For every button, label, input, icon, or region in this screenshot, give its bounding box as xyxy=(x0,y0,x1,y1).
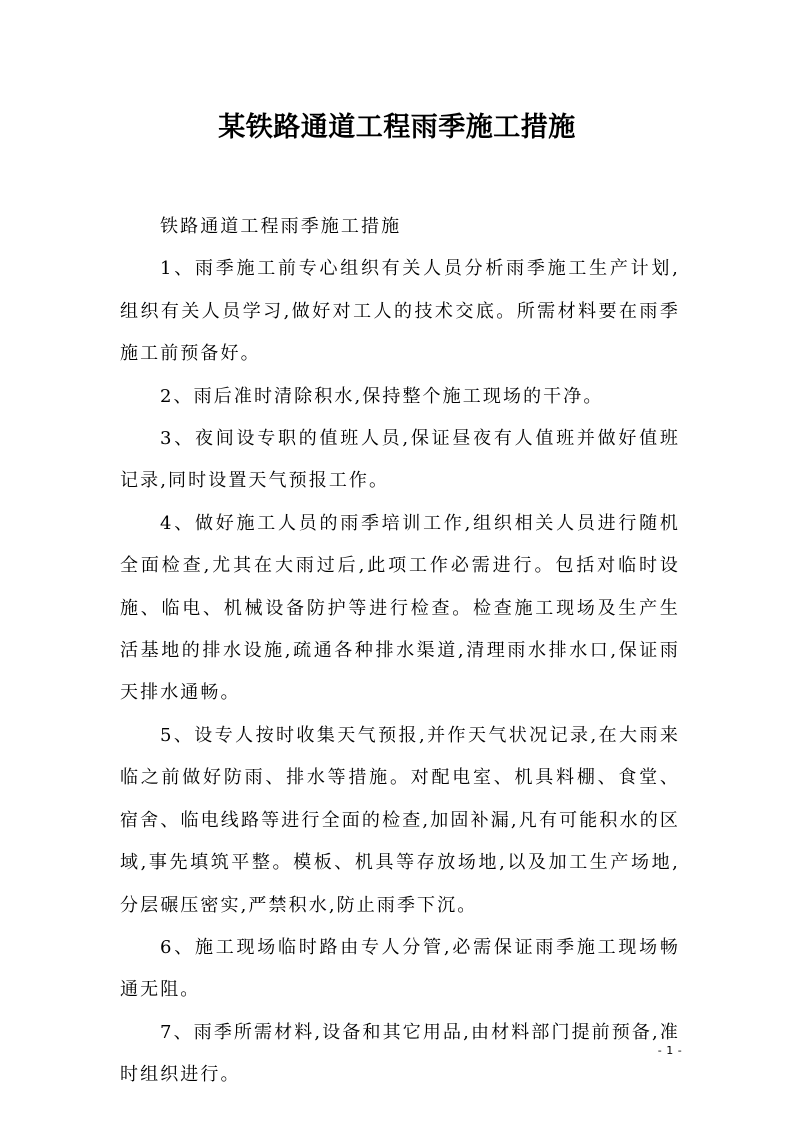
paragraph-5: 5、设专人按时收集天气预报,并作天气状况记录,在大雨来临之前做好防雨、排水等措施。对配电室、机具料棚、食堂、宿舍、临电线路等进行全面的检查,加固补漏,凡有可能积水的区域,事先填筑平整。模板、机具等存放场地,以及加工生产场地,分层碾压密实,严禁积水,防止雨季下沉。 xyxy=(120,724,680,916)
document-title: 某铁路通道工程雨季施工措施 xyxy=(218,112,576,143)
paragraph-7: 7、雨季所需材料,设备和其它用品,由材料部门提前预备,准时组织进行。 xyxy=(120,1021,680,1086)
paragraph-6: 6、施工现场临时路由专人分管,必需保证雨季施工现场畅通无阻。 xyxy=(120,936,680,1001)
paragraph-2: 2、雨后准时清除积水,保持整个施工现场的干净。 xyxy=(160,385,604,407)
page-number: - 1 - xyxy=(657,1044,683,1057)
paragraph-3: 3、夜间设专职的值班人员,保证昼夜有人值班并做好值班记录,同时设置天气预报工作。 xyxy=(120,428,680,492)
paragraph-4: 4、做好施工人员的雨季培训工作,组织相关人员进行随机全面检查,尤其在大雨过后,此项工作必需进行。包括对临时设施、临电、机械设备防护等进行检查。检查施工现场及生产生活基地的排水设施,疏通各种排水渠道,清理雨水排水口,保证雨天排水通畅。 xyxy=(120,512,680,704)
paragraph-1: 1、雨季施工前专心组织有关人员分析雨季施工生产计划,组织有关人员学习,做好对工人的技术交底。所需材料要在雨季施工前预备好。 xyxy=(120,258,680,365)
paragraph-subtitle: 铁路通道工程雨季施工措施 xyxy=(160,216,402,237)
document-body xyxy=(120,206,680,1097)
